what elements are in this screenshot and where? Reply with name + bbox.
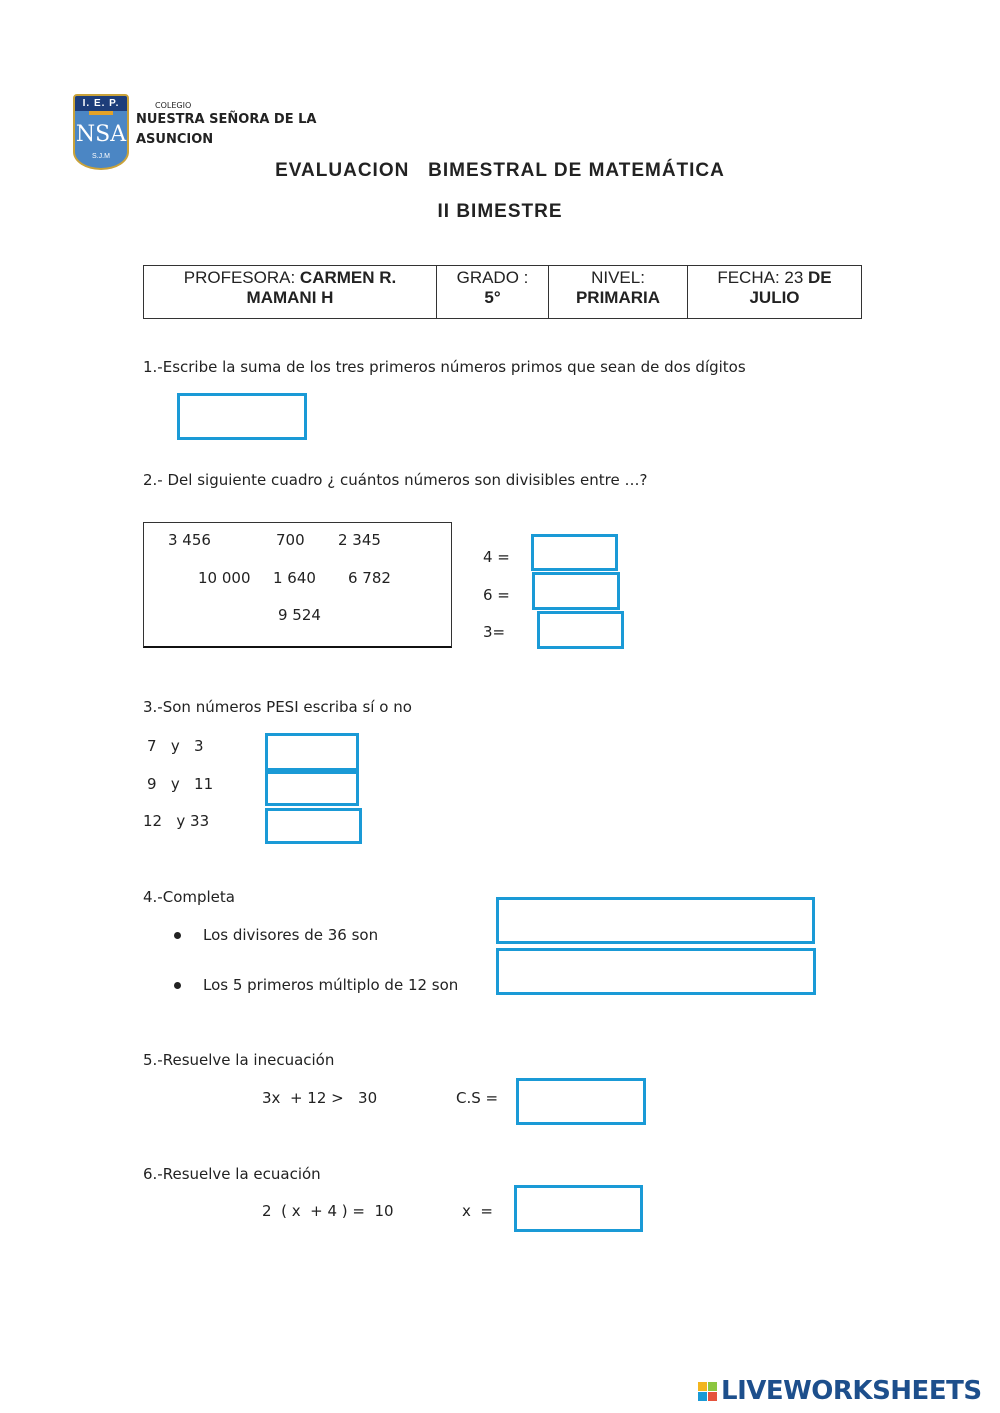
page-subtitle: II BIMESTRE [437, 201, 563, 222]
inequation-expression: 3x + 12 > 30 [262, 1089, 378, 1107]
question-5-text: 5.-Resuelve la inecuación [143, 1051, 335, 1069]
question-1-text: 1.-Escribe la suma de los tres primeros números primos que sean de dos dígitos [143, 358, 746, 376]
cell-nivel [549, 266, 688, 319]
fecha-month: JULIO [749, 288, 800, 307]
number-item: 3 456 [168, 531, 211, 549]
info-table [143, 265, 862, 319]
colegio-name-line1: NUESTRA SEÑORA DE LA [136, 112, 317, 127]
q4-answer-box-1[interactable] [496, 897, 815, 944]
fecha-label: FECHA: 23 [717, 268, 809, 287]
number-item: 6 782 [348, 569, 391, 587]
divisor-label-6: 6 = [483, 586, 510, 604]
cs-label: C.S = [456, 1089, 499, 1107]
colegio-name-line2: ASUNCION [136, 132, 214, 147]
equation-expression: 2 ( x + 4 ) = 10 [262, 1202, 394, 1220]
profesora-name-1: CARMEN R. [299, 268, 397, 287]
question-2-text: 2.- Del siguiente cuadro ¿ cuántos números son divisibles entre …? [143, 471, 648, 489]
liveworksheets-brand: LIVEWORKSHEETS [721, 1376, 982, 1406]
pesi-pair: 9 y 11 [147, 775, 214, 793]
colegio-label: COLEGIO [155, 101, 192, 110]
q1-answer-box[interactable] [177, 393, 307, 440]
q4-answer-box-2[interactable] [496, 948, 816, 995]
pesi-pair: 12 y 33 [143, 812, 210, 830]
number-item: 2 345 [338, 531, 381, 549]
q2-answer-box-4[interactable] [531, 534, 618, 571]
logo-initials: NSA [75, 122, 127, 147]
q3-answer-box-1[interactable] [265, 733, 359, 771]
q3-answer-box-3[interactable] [265, 808, 362, 844]
question-6-text: 6.-Resuelve la ecuación [143, 1165, 321, 1183]
number-item: 10 000 [198, 569, 251, 587]
completa-item-2: Los 5 primeros múltiplo de 12 son [203, 976, 459, 994]
fecha-de: DE [808, 268, 832, 287]
cell-profesora [144, 266, 437, 319]
profesora-label: PROFESORA: [183, 268, 300, 287]
nivel-value: PRIMARIA [575, 288, 661, 307]
number-item: 700 [276, 531, 305, 549]
logo-flag [89, 111, 113, 115]
number-item: 9 524 [278, 606, 321, 624]
divisor-label-3: 3= [483, 623, 506, 641]
question-4-text: 4.-Completa [143, 888, 235, 906]
pesi-pair: 7 y 3 [147, 737, 204, 755]
divisor-label-4: 4 = [483, 548, 510, 566]
bullet-icon [174, 982, 181, 989]
x-label: x = [462, 1202, 493, 1220]
logo-bottom-text: S.J.M [92, 153, 110, 160]
grado-label: GRADO : [456, 268, 529, 287]
cell-fecha [688, 266, 862, 319]
completa-item-1: Los divisores de 36 son [203, 926, 379, 944]
school-logo [73, 94, 129, 170]
page-title: EVALUACION BIMESTRAL DE MATEMÁTICA [275, 160, 725, 181]
number-item: 1 640 [273, 569, 316, 587]
question-3-text: 3.-Son números PESI escriba sí o no [143, 698, 412, 716]
q2-answer-box-3[interactable] [537, 611, 624, 649]
bullet-icon [174, 932, 181, 939]
q6-answer-box[interactable] [514, 1185, 643, 1232]
profesora-name-2: MAMANI H [246, 288, 334, 307]
nivel-label: NIVEL: [591, 268, 645, 287]
logo-top-text: I. E. P. [75, 96, 127, 111]
q2-answer-box-6[interactable] [532, 572, 620, 610]
grado-value: 5° [484, 288, 501, 307]
liveworksheets-logo [698, 1376, 982, 1406]
q5-answer-box[interactable] [516, 1078, 646, 1125]
cell-grado [437, 266, 549, 319]
liveworksheets-icon [698, 1382, 717, 1401]
colegio-name [136, 110, 316, 150]
q3-answer-box-2[interactable] [265, 771, 359, 806]
